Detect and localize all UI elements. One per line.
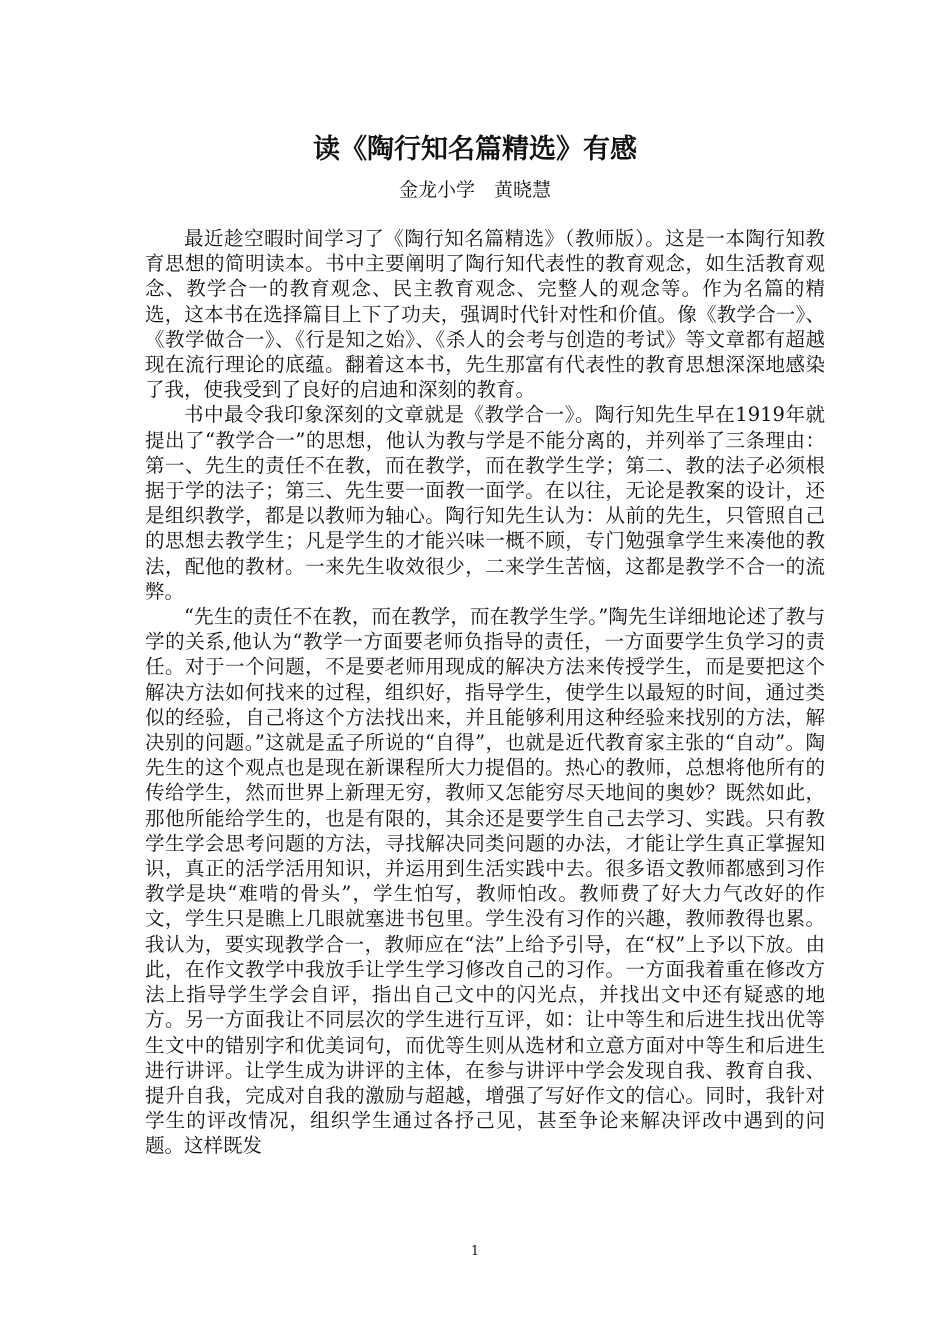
body-text	[145, 226, 825, 1159]
paragraph: 书中最令我印象深刻的文章就是《教学合一》。陶行知先生早在1919年就提出了“教学合一”的思想，他认为教与学是不能分离的，并列举了三条理由：第一、先生的责任不在教，而在教学，而在教学生学；第二、教的法子必须根据于学的法子；第三、先生要一面教一面学。在以往，无论是教案的设计，还是组织教学，都是以教师为轴心。陶行知先生认为：从前的先生，只管照自己的思想去教学生；凡是学生的才能兴味一概不顾，专门勉强拿学生来凑他的教法，配他的教材。一来先生收效很少，二来学生苦恼，这都是教学不合一的流弊。	[145, 403, 825, 603]
page-number: 1	[470, 1244, 480, 1259]
paragraph: 最近趁空暇时间学习了《陶行知名篇精选》（教师版）。这是一本陶行知教育思想的简明读本。书中主要阐明了陶行知代表性的教育观念，如生活教育观念、教学合一的教育观念、民主教育观念、完整人的观念等。作为名篇的精选，这本书在选择篇目上下了功夫，强调时代针对性和价值。像《教学合一》、《教学做合一》、《行是知之始》、《杀人的会考与创造的考试》等文章都有超越现在流行理论的底蕴。翻着这本书，先生那富有代表性的教育思想深深地感染了我，使我受到了良好的启迪和深刻的教育。	[145, 227, 825, 402]
author-line: 金龙小学 黄晓慧	[398, 179, 551, 201]
document-title: 读《陶行知名篇精选》有感	[313, 134, 637, 165]
paragraph: “先生的责任不在教，而在教学，而在教学生学。”陶先生详细地论述了教与学的关系,他认为“教学一方面要老师负指导的责任，一方面要学生负学习的责任。对于一个问题，不是要老师用现成的解决方法来传授学生，而是要把这个解决方法如何找来的过程，组织好，指导学生，使学生以最短的时间，通过类似的经验，自己将这个方法找出来，并且能够利用这种经验来找别的方法，解决别的问题。”这就是孟子所说的“自得”，也就是近代教育家主张的“自动”。陶先生的这个观点也是现在新课程所大力提倡的。热心的教师，总想将他所有的传给学生，然而世界上新理无穷，教师又怎能穷尽天地间的奥妙？既然如此，那他所能给学生的，也是有限的，其余还是要学生自己去学习、实践。只有教学生学会思考问题的方法，寻找解决同类问题的办法，才能让学生真正掌握知识，真正的活学活用知识，并运用到生活实践中去。很多语文教师都感到习作教学是块“难啃的骨头”，学生怕写，教师怕改。教师费了好大力气改好的作文，学生只是瞧上几眼就塞进书包里。学生没有习作的兴趣，教师教得也累。我认为，要实现教学合一，教师应在“法”上给予引导，在“权”上予以下放。由此，在作文教学中我放手让学生学习修改自己的习作。一方面我着重在修改方法上指导学生学会自评，指出自己文中的闪光点，并找出文中还有疑惑的地方。另一方面我让不同层次的学生进行互评，如：让中等生和后进生找出优等生文中的错别字和优美词句，而优等生则从选材和立意方面对中等生和后进生进行讲评。让学生成为讲评的主体，在参与讲评中学会发现自我、教育自我、提升自我，完成对自我的激励与超越，增强了写好作文的信心。同时，我针对学生的评改情况，组织学生通过各抒己见，甚至争论来解决评改中遇到的问题。这样既发	[145, 605, 825, 1158]
